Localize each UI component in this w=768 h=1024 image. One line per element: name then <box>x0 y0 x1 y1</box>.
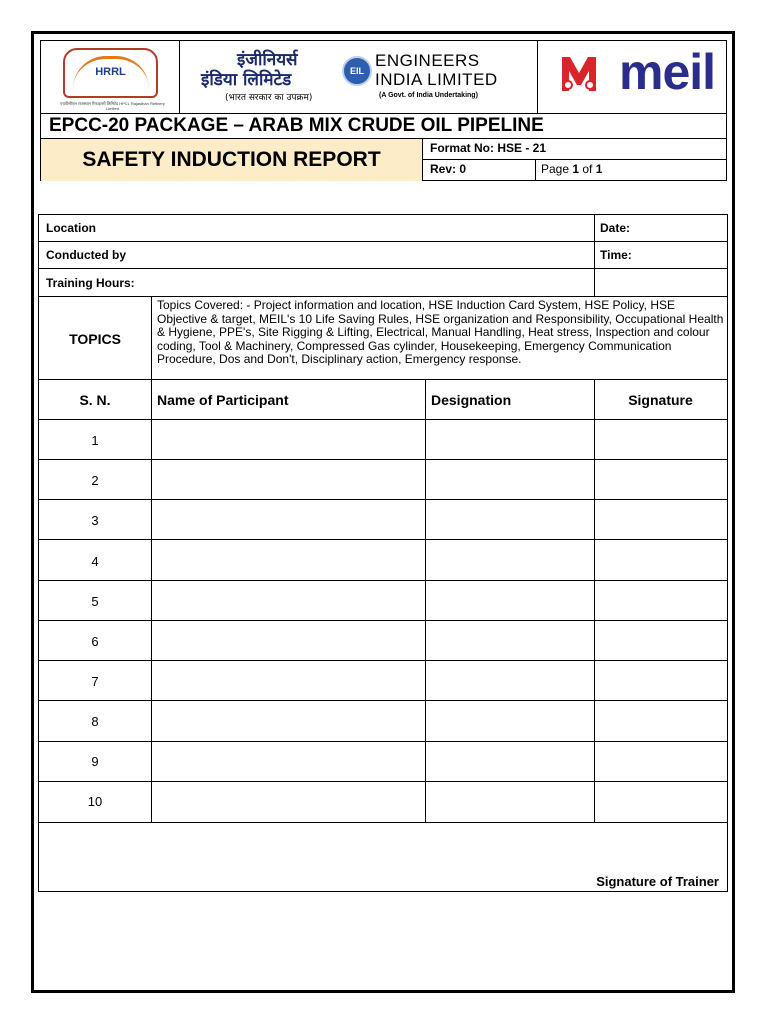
report-title-text: SAFETY INDUCTION REPORT <box>82 148 381 171</box>
divider <box>179 41 180 113</box>
revision: Rev: 0 <box>430 162 467 176</box>
topics-covered-text: Topics Covered: - Project information and location, HSE Induction Card System, HSE Policy, HSE Objective & target, MEIL's 10 Life Saving Rules, HSE organization and Responsibility, Occupational Health & Hygiene, PPE's, Site Rigging & Lifting, Electrical, Manual Handling, Heat stress, Inspection and colour coding, Tool & Machinery, Compressed Gas cylinder, Housekeeping, Emergency Communication Procedure, Dos and Don't, Disciplinary action, Emergency response. <box>157 298 724 367</box>
eil-hindi-sub: (भारत सरकार का उपक्रम) <box>225 93 313 103</box>
divider <box>39 822 727 823</box>
location-label: Location <box>46 221 96 235</box>
page-number: 1 <box>572 162 580 176</box>
table-row-sn: 7 <box>91 674 99 689</box>
table-row-sn: 9 <box>91 754 99 769</box>
table-row-sn: 10 <box>87 794 103 809</box>
hrrl-logo <box>63 48 158 98</box>
divider <box>422 159 726 160</box>
column-header-sn: S. N. <box>79 392 111 408</box>
divider <box>39 660 727 661</box>
table-row-sn: 3 <box>91 513 99 528</box>
eil-english-line1: ENGINEERS <box>375 51 480 70</box>
training-hours-label: Training Hours: <box>46 276 135 290</box>
time-label: Time: <box>600 248 632 262</box>
divider <box>39 741 727 742</box>
trainer-signature-label: Signature of Trainer <box>596 874 719 889</box>
divider <box>425 379 426 822</box>
report-title <box>41 139 422 181</box>
table-row-sn: 4 <box>91 554 99 569</box>
conducted-by-label: Conducted by <box>46 248 126 262</box>
divider <box>39 459 727 460</box>
hrrl-caption: एचपीसीएल राजस्थान रिफाइनरी लिमिटेड HPCL Rajasthan Refinery Limited <box>60 101 165 111</box>
column-header-signature: Signature <box>628 392 693 408</box>
page-indicator <box>541 162 602 176</box>
table-row-sn: 1 <box>91 433 99 448</box>
package-title: EPCC-20 PACKAGE – ARAB MIX CRUDE OIL PIPELINE <box>49 115 544 136</box>
eil-english-sub: (A Govt. of India Undertaking) <box>379 92 478 99</box>
divider <box>39 241 727 242</box>
eil-english-line2: INDIA LIMITED <box>375 70 498 89</box>
meil-logo-text: meil <box>619 44 716 100</box>
format-number: Format No: HSE - 21 <box>430 141 547 155</box>
divider <box>151 296 152 822</box>
divider <box>39 620 727 621</box>
divider <box>39 499 727 500</box>
meil-emblem-icon <box>560 51 598 95</box>
column-header-name: Name of Participant <box>157 392 289 408</box>
table-row-sn: 5 <box>91 594 99 609</box>
date-label: Date: <box>600 221 631 235</box>
eil-hindi-line2: इंडिया लिमिटेड <box>201 70 292 90</box>
table-row-sn: 2 <box>91 473 99 488</box>
table-row-sn: 6 <box>91 634 99 649</box>
hrrl-logo-text: HRRL <box>95 66 126 78</box>
divider <box>39 296 727 297</box>
divider <box>594 379 595 822</box>
eil-emblem-icon: EIL <box>342 56 372 86</box>
divider <box>535 159 536 181</box>
induction-form-table <box>38 214 728 892</box>
document-header <box>40 40 727 181</box>
eil-hindi-line1: इंजीनियर्स <box>237 50 298 70</box>
divider <box>537 41 538 113</box>
column-header-designation: Designation <box>431 392 512 408</box>
divider <box>39 580 727 581</box>
divider <box>39 700 727 701</box>
divider <box>39 419 727 420</box>
page-of: of <box>579 162 596 176</box>
divider <box>39 268 727 269</box>
divider <box>39 539 727 540</box>
divider <box>39 379 727 380</box>
table-row-sn: 8 <box>91 714 99 729</box>
topics-label: TOPICS <box>69 331 121 347</box>
divider <box>39 781 727 782</box>
page-prefix: Page <box>541 162 573 176</box>
page-total: 1 <box>595 162 603 176</box>
divider <box>41 113 726 114</box>
divider <box>594 215 595 296</box>
